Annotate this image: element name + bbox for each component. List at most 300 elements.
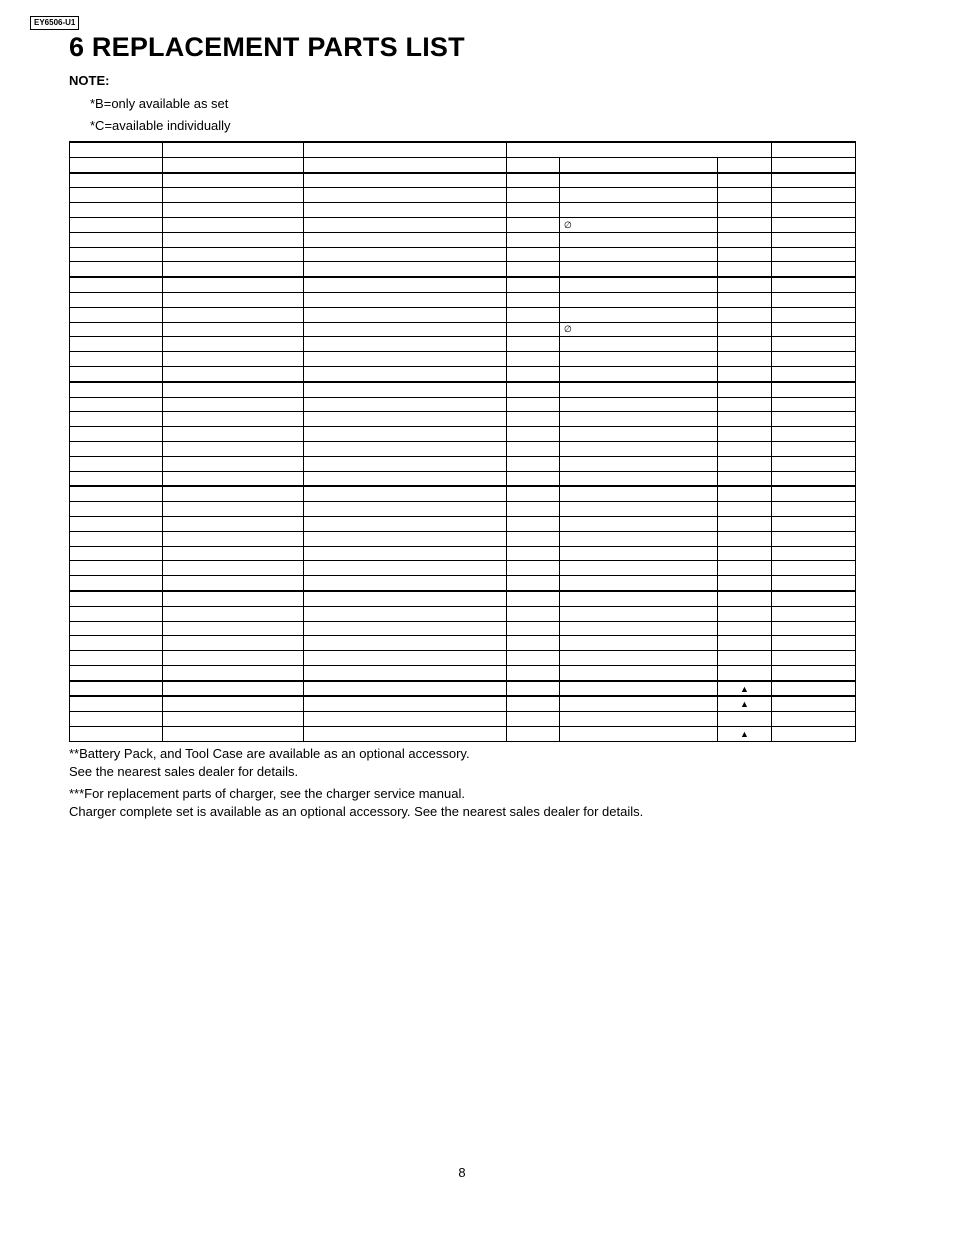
table-cell [560,277,718,292]
table-cell [70,696,163,711]
table-cell [163,203,304,218]
table-row [70,188,856,203]
table-cell [507,277,560,292]
table-cell [772,456,856,471]
table-row [70,621,856,636]
table-cell [70,352,163,367]
table-row [70,382,856,397]
table-cell [304,456,507,471]
table-cell [560,188,718,203]
table-cell [718,382,772,397]
table-cell [718,203,772,218]
table-cell [560,247,718,262]
table-cell [507,232,560,247]
footnote-charger [69,785,643,821]
table-cell [507,262,560,277]
table-cell [304,366,507,381]
table-cell [304,531,507,546]
table-cell [718,352,772,367]
table-cell [772,576,856,591]
table-cell [718,397,772,412]
table-cell [560,352,718,367]
table-cell [163,307,304,322]
table-cell [163,188,304,203]
table-row [70,606,856,621]
table-cell [70,576,163,591]
table-row [70,696,856,711]
table-cell [507,427,560,442]
table-cell [718,606,772,621]
table-cell [507,366,560,381]
table-cell [70,173,163,188]
table-cell [560,546,718,561]
table-cell [507,502,560,517]
table-cell [507,456,560,471]
table-cell [507,441,560,456]
header-cell [507,157,560,172]
table-cell [507,352,560,367]
table-cell [304,561,507,576]
table-cell [560,576,718,591]
table-cell [718,247,772,262]
table-cell [560,727,718,742]
table-cell [718,366,772,381]
table-cell [70,322,163,337]
table-cell [772,621,856,636]
footnote-line: **Battery Pack, and Tool Case are available as an optional accessory. [69,746,470,761]
table-cell [163,665,304,680]
table-cell [560,456,718,471]
table-cell [507,651,560,666]
table-cell [163,516,304,531]
table-cell [163,277,304,292]
table-cell [772,606,856,621]
table-cell [772,502,856,517]
table-cell [70,337,163,352]
table-cell [70,366,163,381]
table-cell [718,217,772,232]
table-cell [70,681,163,697]
table-cell [772,636,856,651]
table-cell [560,696,718,711]
footnote-accessories [69,745,470,781]
table-cell [70,217,163,232]
table-cell [772,277,856,292]
table-cell [718,591,772,606]
table-cell [772,397,856,412]
table-cell [304,606,507,621]
table-cell [304,337,507,352]
header-cell [560,157,718,172]
table-cell [163,651,304,666]
table-cell [163,427,304,442]
table-cell [163,322,304,337]
table-cell [772,188,856,203]
table-cell [560,292,718,307]
table-row [70,456,856,471]
table-cell [70,561,163,576]
header-cell [304,142,507,157]
table-cell [560,591,718,606]
table-cell [304,412,507,427]
table-cell [304,681,507,697]
table-cell [163,352,304,367]
table-row [70,531,856,546]
table-cell [560,427,718,442]
table-cell [70,636,163,651]
table-cell [772,727,856,742]
table-row [70,576,856,591]
table-cell [772,292,856,307]
page-title: 6 REPLACEMENT PARTS LIST [69,32,465,62]
table-cell [772,591,856,606]
table-cell [507,188,560,203]
table-cell [304,397,507,412]
table-row [70,352,856,367]
table-cell [304,217,507,232]
table-cell [70,412,163,427]
table-cell [70,502,163,517]
table-cell [772,546,856,561]
table-cell [70,471,163,486]
table-cell [70,232,163,247]
table-cell [718,531,772,546]
table-row [70,337,856,352]
table-cell [772,382,856,397]
table-cell [163,486,304,501]
table-cell [163,366,304,381]
table-cell [304,576,507,591]
table-cell [304,292,507,307]
table-cell [304,486,507,501]
table-row [70,397,856,412]
table-cell [507,337,560,352]
table-cell [70,606,163,621]
table-cell [163,546,304,561]
table-row [70,681,856,697]
table-row [70,262,856,277]
table-cell [304,651,507,666]
table-cell [772,516,856,531]
table-cell [560,412,718,427]
table-row [70,441,856,456]
table-cell [163,292,304,307]
table-cell [163,262,304,277]
table-cell [163,232,304,247]
table-cell [560,681,718,697]
table-cell [304,712,507,727]
header-cell [772,157,856,172]
table-cell [507,173,560,188]
table-cell [772,471,856,486]
table-cell [772,681,856,697]
table-cell [507,247,560,262]
table-cell [304,696,507,711]
table-row [70,427,856,442]
table-cell [507,397,560,412]
table-cell [507,665,560,680]
table-row [70,471,856,486]
table-cell [772,531,856,546]
note-label: NOTE: [69,73,110,88]
table-cell [718,307,772,322]
table-cell [772,352,856,367]
table-cell [70,397,163,412]
table-cell [772,337,856,352]
table-cell [70,203,163,218]
table-cell [718,337,772,352]
table-cell [772,262,856,277]
table-row [70,247,856,262]
table-cell [163,576,304,591]
table-cell [560,651,718,666]
table-cell [163,606,304,621]
table-cell [163,696,304,711]
table-cell [560,203,718,218]
table-cell [507,322,560,337]
table-cell [507,531,560,546]
table-cell [718,292,772,307]
table-cell [507,727,560,742]
table-cell [507,712,560,727]
page-number: 8 [458,1165,466,1180]
table-row [70,591,856,606]
table-cell [304,665,507,680]
table-cell [772,366,856,381]
table-cell [507,696,560,711]
table-cell [560,621,718,636]
table-cell [718,441,772,456]
table-cell [772,696,856,711]
header-cell [70,157,163,172]
table-cell [560,173,718,188]
table-cell [70,531,163,546]
table-cell [560,561,718,576]
table-cell [163,681,304,697]
table-cell [718,486,772,501]
table-cell [560,502,718,517]
note-line-b: *B=only available as set [90,96,229,111]
table-cell [507,486,560,501]
table-cell [507,591,560,606]
table-cell [70,456,163,471]
table-cell [718,621,772,636]
table-cell [70,277,163,292]
table-cell [718,456,772,471]
header-cell [163,157,304,172]
table-cell [304,382,507,397]
table-row [70,561,856,576]
table-row [70,486,856,501]
table-cell [70,516,163,531]
table-cell [718,636,772,651]
table-cell [70,427,163,442]
table-cell [718,712,772,727]
table-row [70,412,856,427]
table-cell [772,412,856,427]
table-cell [560,516,718,531]
table-cell [70,621,163,636]
table-cell [718,188,772,203]
table-cell [772,665,856,680]
table-cell [772,486,856,501]
table-cell [163,561,304,576]
table-row [70,366,856,381]
table-cell [304,188,507,203]
header-cell [304,157,507,172]
table-cell [304,636,507,651]
table-cell [507,636,560,651]
table-cell [718,232,772,247]
table-row [70,712,856,727]
table-cell [718,651,772,666]
table-cell [304,441,507,456]
table-cell [163,636,304,651]
table-cell [718,277,772,292]
table-cell [560,307,718,322]
table-cell [163,456,304,471]
table-cell [70,665,163,680]
table-cell [304,203,507,218]
table-cell [304,502,507,517]
table-row [70,651,856,666]
table-cell [718,412,772,427]
table-subheader-row [70,157,856,172]
safety-mark-icon: ∅ [560,322,718,337]
table-cell [560,636,718,651]
table-cell [163,412,304,427]
table-cell [163,591,304,606]
table-cell [507,516,560,531]
table-cell [560,337,718,352]
table-cell [163,337,304,352]
header-cell [718,157,772,172]
table-cell [163,217,304,232]
table-row [70,546,856,561]
table-cell [507,292,560,307]
table-row [70,322,856,337]
table-cell [507,681,560,697]
table-row [70,516,856,531]
table-cell [560,366,718,381]
table-cell [304,307,507,322]
model-tag: EY6506-U1 [30,16,79,30]
table-cell [163,382,304,397]
table-cell [70,262,163,277]
table-cell [560,471,718,486]
table-cell [718,471,772,486]
table-cell [70,727,163,742]
parts-table-body [70,142,856,741]
table-row [70,727,856,742]
table-cell [163,502,304,517]
table-cell [304,247,507,262]
table-cell [718,516,772,531]
table-cell [163,247,304,262]
table-cell [304,516,507,531]
table-cell [507,412,560,427]
table-cell [560,665,718,680]
table-cell [70,441,163,456]
warning-triangle-icon: ▲ [718,727,772,742]
table-cell [304,232,507,247]
table-cell [507,561,560,576]
footnote-line: See the nearest sales dealer for details. [69,764,299,779]
table-cell [718,502,772,517]
table-cell [507,621,560,636]
table-cell [772,173,856,188]
table-cell [560,397,718,412]
table-cell [304,173,507,188]
header-cell [507,142,772,157]
table-row [70,217,856,232]
table-cell [507,471,560,486]
table-cell [304,322,507,337]
table-cell [718,576,772,591]
table-cell [507,307,560,322]
table-row [70,203,856,218]
table-cell [163,621,304,636]
table-row [70,232,856,247]
table-cell [304,727,507,742]
table-cell [772,561,856,576]
table-cell [772,307,856,322]
table-cell [304,546,507,561]
table-row [70,307,856,322]
table-cell [70,292,163,307]
table-cell [70,382,163,397]
table-cell [560,262,718,277]
table-cell [772,247,856,262]
table-cell [507,203,560,218]
table-cell [560,232,718,247]
table-row [70,277,856,292]
warning-triangle-icon: ▲ [718,681,772,697]
table-cell [507,217,560,232]
table-cell [560,486,718,501]
table-cell [772,712,856,727]
table-row [70,292,856,307]
table-cell [772,427,856,442]
note-line-c: *C=available individually [90,118,231,133]
table-cell [70,712,163,727]
table-cell [304,262,507,277]
parts-table [69,141,856,742]
table-cell [772,232,856,247]
table-cell [772,651,856,666]
table-cell [718,561,772,576]
header-cell [163,142,304,157]
table-cell [163,173,304,188]
table-cell [70,546,163,561]
table-cell [507,546,560,561]
warning-triangle-icon: ▲ [718,696,772,711]
table-cell [70,247,163,262]
table-cell [304,277,507,292]
table-cell [718,262,772,277]
table-cell [70,651,163,666]
header-cell [70,142,163,157]
table-cell [304,621,507,636]
table-cell [163,397,304,412]
table-cell [163,471,304,486]
table-cell [163,712,304,727]
safety-mark-icon: ∅ [560,217,718,232]
table-cell [304,471,507,486]
table-cell [772,441,856,456]
table-row [70,636,856,651]
table-row [70,173,856,188]
